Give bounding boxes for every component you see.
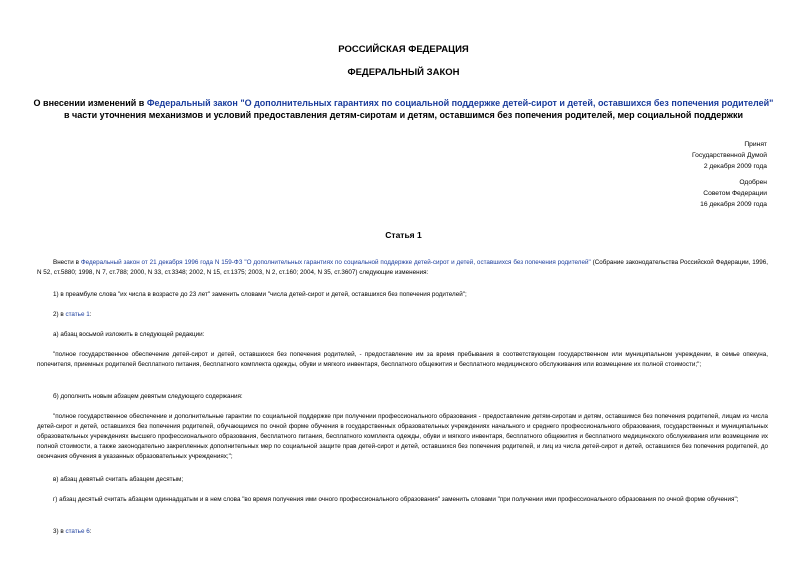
article-6-link[interactable]: статье 6 — [65, 528, 90, 535]
approved-block — [700, 178, 767, 210]
intro-suffix: (Собрание законодательства Российской Федерации, 1996, N 52, ст.5880; 1998, N 7, ст.788; 2000, N 33, ст.3348; 2002, N 15, ст.1375; 2003, N 2, ст.160; 2004, N 35, ст.3607) следующие изменения: — [37, 259, 769, 276]
item2-prefix: 2) в — [53, 311, 66, 318]
adopted-date: 2 декабря 2009 года — [703, 162, 767, 170]
item-2 — [53, 310, 768, 320]
item-2a: а) абзац восьмой изложить в следующей редакции: — [53, 331, 205, 338]
law-title-line2: в части уточнения механизмов и условий предоставления детям-сиротам и детям, оставшимся без попечения родителей, мер социальной поддержки — [63, 110, 744, 120]
item-2g: г) абзац десятый считать абзацем одиннадцатым и в нем слова "во время получения ими очного профессионального образования" заменить словами "при получении ими профессионального образования по очной форме обучения"; — [53, 496, 739, 503]
intro-law-link[interactable]: Федеральный закон от 21 декабря — [80, 259, 185, 266]
approved-date: 16 декабря 2009 года — [700, 200, 767, 208]
item3-suffix: : — [89, 528, 92, 535]
law-title-line1 — [0, 98, 807, 108]
item-2b: б) дополнить новым абзацем девятым следующего содержания: — [53, 393, 243, 400]
adopted-body: Государственной Думой — [692, 151, 767, 159]
intro-paragraph — [37, 258, 768, 278]
adopted-block — [692, 140, 767, 172]
item-3 — [53, 527, 768, 537]
intro-law-name-link[interactable]: года N 159-ФЗ "О дополнительных гарантиях по социальной поддержке детей-сирот и детей, оставшихся без попечения родителей" — [198, 259, 591, 266]
article-title: Статья 1 — [385, 230, 422, 240]
intro-year-link[interactable]: 1996 — [184, 259, 199, 266]
item3-prefix: 3) в — [53, 528, 66, 535]
country-heading: РОССИЙСКАЯ ФЕДЕРАЦИЯ — [338, 44, 469, 55]
intro-prefix: Внести в — [53, 259, 81, 266]
title-prefix: О внесении изменений в — [33, 98, 147, 108]
item-2v: в) абзац девятый считать абзацем десятым; — [53, 476, 184, 483]
item2-suffix: : — [89, 311, 92, 318]
item-1: 1) в преамбуле слова "их числа в возрасте до 23 лет" заменить словами "числа детей-сирот и детей, оставшихся без попечения родителей"; — [53, 291, 467, 298]
approved-label: Одобрен — [739, 179, 767, 186]
adopted-label: Принят — [744, 141, 767, 148]
quote-2: "полное государственное обеспечение и дополнительные гарантии по социальной поддержке при получении профессионального образования - предоставление детям-сиротам и детям, оставшимся без попечения родителей, лицам из числа детей-сирот и детей, оставшихся без попечения родителей, обучающимся по очной форме обучения в государственных образовательных учреждениях начального и среднего профессионального образования, государственных и муниципальных образовательных учреждениях высшего профессионального образования, бесплатного питания, бесплатного комплекта одежды, обуви и мягкого инвентаря, бесплатного общежития и бесплатного медицинского обслуживания или возмещение их полной стоимости, а также законодательно закрепленных дополнительных мер по социальной защите прав детей-сирот и детей, оставшихся без попечения родителей, и лиц из числа детей-сирот и детей, оставшихся без попечения родителей, до окончания обучения в указанных образовательных учреждениях;"; — [37, 413, 768, 460]
law-type-heading: ФЕДЕРАЛЬНЫЙ ЗАКОН — [347, 67, 460, 78]
quote-1: "полное государственное обеспечение детей-сирот и детей, оставшихся без попечения родителей, - предоставление им за время пребывания в соответствующем государственном или муниципальном учреждении, в семье опекуна, попечителя, приемных родителей бесплатного питания, бесплатного комплекта одежды, обуви и мягкого инвентаря, бесплатного общежития и бесплатного медицинского обслуживания или возмещение их полной стоимости;"; — [37, 351, 768, 368]
title-law-link[interactable]: Федеральный закон "О дополнительных гарантиях по социальной поддержке детей-сирот и детей, оставшихся без попечения родителей" — [146, 98, 774, 108]
approved-body: Советом Федерации — [703, 189, 767, 197]
article-1-link[interactable]: статье 1 — [65, 311, 90, 318]
